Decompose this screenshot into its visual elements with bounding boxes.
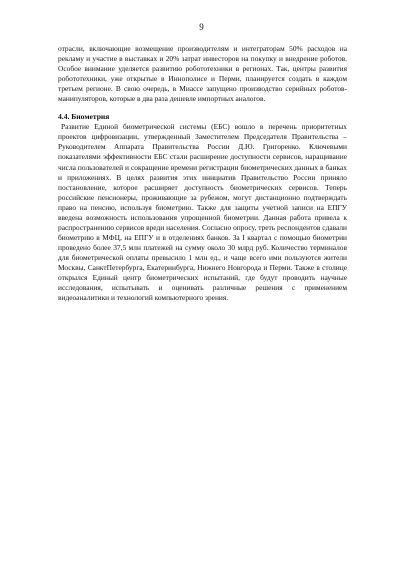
body-paragraph-robotics: отрасли, включающие возмещение производителям и интеграторам 50% расходов на рекламу и участие в выставках и 20% затрат инвесторов на покупку и внедрение роботов. Особое внимание уделяется развитию робототехники в регионах. Так, центры развития робототехники, уже открытые в Иннополисе и Перми, планируется создать в каждом третьем регионе. В свою очередь, в Миассе запущено производство серийных роботов-манипуляторов, которые в два раза дешевле импортных аналогов.: [58, 44, 347, 104]
body-paragraph-biometrics: Развитие Единой биометрической системы (ЕБС) вошло в перечень приоритетных проектов цифровизации, утвержденный Заместителем Председателя Правительства – Руководителем Аппарата Правительства России Д.Ю. Григоренко. Ключевыми показателями эффективности ЕБС стали расширение доступности сервисов, наращивание числа пользователей и сокращение времени регистрации биометрических данных в банках и приложениях. В целях развития этих инициатив Правительство России приняло постановление, которое расширяет доступность биометрических сервисов. Теперь российские пенсионеры, проживающие за рубежом, могут дистанционно подтверждать право на пенсию, используя биометрию. Также для защиты учетной записи на ЕПГУ введена возможность использования упрощенной биометрии. Данная работа привела к распространению сервисов вреди населения. Согласно опросу, треть респондентов сдавали биометрию в МФЦ, на ЕПГУ и в отделениях банков. За I квартал с помощью биометрии проведено более 37,5 млн платежей на сумму около 30 млрд руб. Количество терминалов для биометрической оплаты превысило 1 млн ед., и чаще всего ими пользуются жители Москвы, СанктПетербурга, Екатеринбурга, Нижнего Новгорода и Перми. Также в столице открылся Единый центр биометрических испытаний, где будут проводить научные исследования, испытывать и оценивать различные решения с применением видеоаналитики и технологий компьютерного зрения.: [58, 122, 347, 303]
page-number: 9: [199, 22, 204, 32]
section-heading-biometrics: 4.4. Биометрия: [58, 112, 110, 122]
page-body: [58, 44, 347, 303]
